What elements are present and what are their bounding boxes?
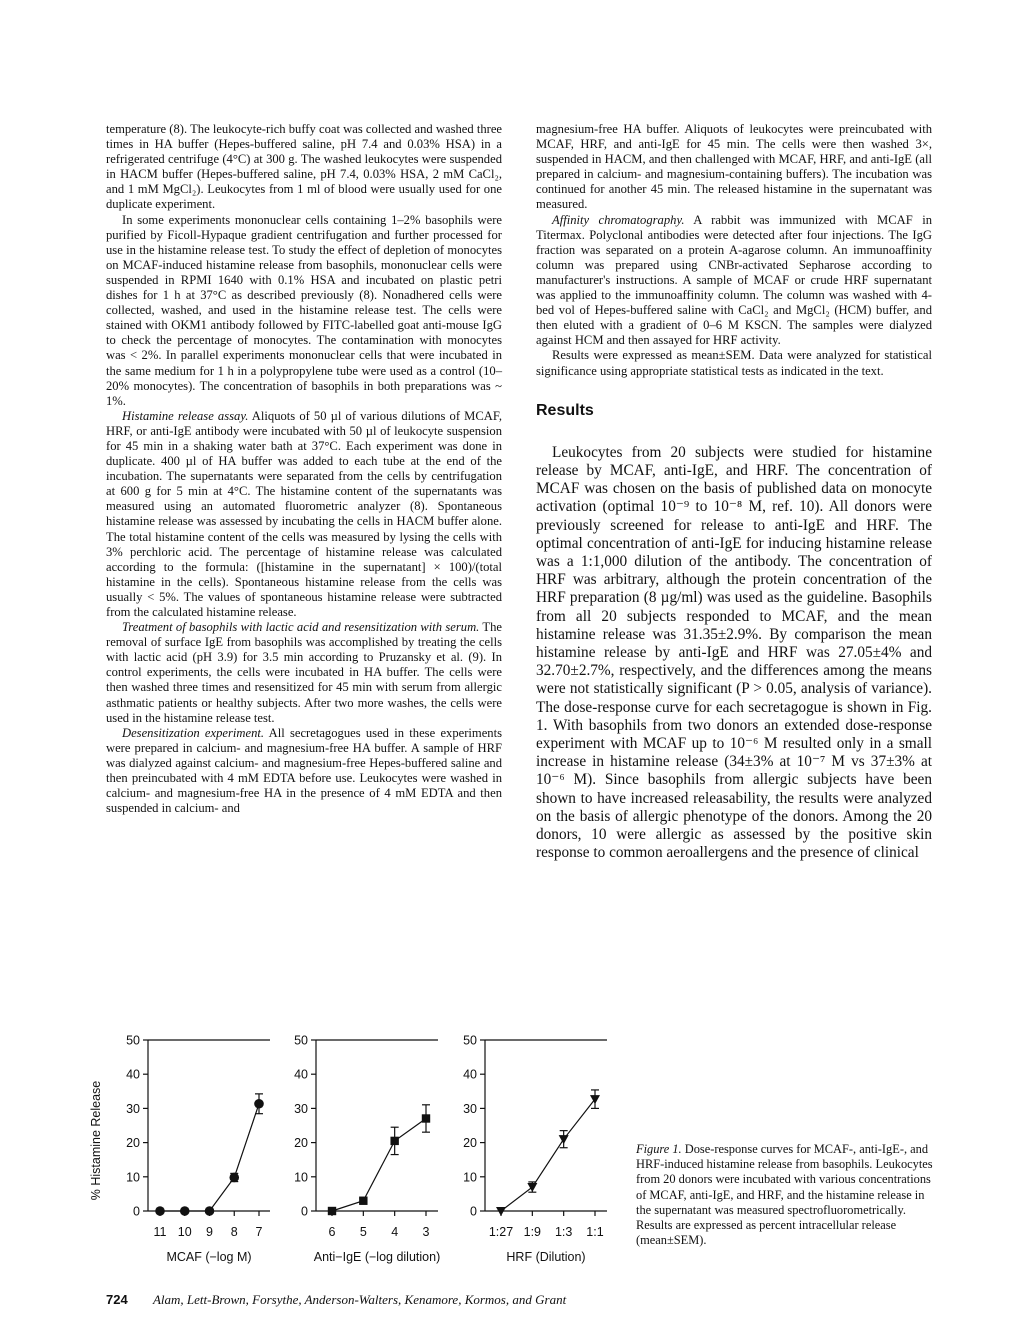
paragraph: magnesium-free HA buffer. Aliquots of leukocytes were preincubated with MCAF, HRF, and anti-IgE for 45 min. The cells were then washed 3×, suspended in HACM, and then challenged with MCAF, HRF, and anti-IgE (all prepared in calcium- and magnesium-containing buffers). The incubation was continued for another 45 min. The released histamine in the supernatant was measured. bbox=[536, 122, 932, 212]
x-axis-label: HRF (Dilution) bbox=[506, 1250, 586, 1264]
y-tick-label: 10 bbox=[294, 1170, 308, 1185]
paragraph bbox=[106, 620, 502, 726]
data-point bbox=[422, 1114, 430, 1122]
paragraph: In some experiments mononuclear cells containing 1–2% basophils were purified by Ficoll-Hypaque gradient centrifugation and further processed for use in the histamine release test. To study the effect of depletion of monocytes on MCAF-induced histamine release from basophils, mononuclear cells were suspended in RPMI 1640 with 0.1% HSA and incubated on plastic petri dishes for 1 h at 37°C as described previously (8). Nonadhered cells were collected, washed, and used in the histamine release test. The cells were stained with OKM1 antibody followed by FITC-labelled goat anti-mouse IgG to check the percentage of monocytes. The contamination with monocytes was < 2%. In parallel experiments mononuclear cells that were incubated in the same medium for 1 h in a polypropylene tube were used as a control (10–20% monocytes). The concentration of basophils in both preparations was ~ 1%. bbox=[106, 212, 502, 408]
y-tick-label: 30 bbox=[463, 1101, 477, 1116]
y-tick-label: 20 bbox=[126, 1136, 140, 1151]
paragraph-body: The removal of surface IgE from basophils was accomplished by treating the cells with lactic acid (pH 3.9) for 3.5 min according to Pruzansky et al. (9). In control experiments, the cells were incubated in HA buffer. The cells were then washed three times and resensitized for 45 min with serum from allergic asthmatic patients or healthy subjects. After two more washes, the cells were used in the histamine release test. bbox=[106, 620, 502, 725]
paragraph-lead: Affinity chromatography. bbox=[552, 212, 685, 227]
results-paragraph: Leukocytes from 20 subjects were studied for histamine release by MCAF, anti-IgE, and HRF. The concentration of MCAF was chosen on the basis of published data on monocyte activation (optimal 10⁻⁹ to 10⁻⁸ M, ref. 10). All donors were previously screened for release to anti-IgE and HRF. The optimal concentration of anti-IgE for inducing histamine release was a 1:1,000 dilution of the antibody. The concentration of HRF was arbitrary, although the protein concentration of the HRF preparation (8 µg/ml) was used as the guideline. Basophils from all 20 subjects responded to MCAF, and the mean histamine release was 31.35±2.9%. By comparison the mean histamine release by anti-IgE and HRF was 27.05±4% and 32.70±2.7%, respectively, and the differences among the means were not statistically significant (P > 0.05, analysis of variance). The dose-response curve for each secretagogue is shown in Fig. 1. With basophils from two donors an extended dose-response experiment with MCAF up to 10⁻⁶ M resulted only in a small increase in histamine release (34±3% at 10⁻⁷ M vs 37±3% at 10⁻⁶ M). Since basophils from allergic subjects have been shown to have increased releasability, the results were analyzed on the basis of allergic phenotype of the donors. Among the 20 donors, 10 were allergic as assessed by the positive skin response to common aeroallergens and the presence of clinical bbox=[536, 443, 932, 862]
x-axis-label: Anti−IgE (−log dilution) bbox=[313, 1250, 441, 1264]
paragraph-body: Aliquots of 50 µl of various dilutions of MCAF, HRF, or anti-IgE antibody were incubated with 50 µl of leukocyte suspension for 45 min in a shaking water bath at 37°C. Each experiment was done in duplicate. 400 µl of HA buffer was added to each tube at the end of the incubation. The supernatants were separated from the cells by centrifugation at 600 g for 5 min at 4°C. The histamine content of the supernatants was measured using an automated fluorometric analyzer (8). Spontaneous histamine release was assessed by incubating the cells in HACM buffer alone. The total histamine content of the cells was measured by lysing the cells with 3% perchloric acid. The percentage of histamine release was calculated according to the formula: ([histamine in the supernatant] × 100)/(total histamine in the cells). Spontaneous histamine release from the cells was usually < 5%. The values of spontaneous histamine release were subtracted from the calculated histamine release. bbox=[106, 408, 503, 619]
x-tick-label: 1:3 bbox=[554, 1225, 573, 1239]
paragraph: Results were expressed as mean±SEM. Data were analyzed for statistical significance using appropriate statistical tests as indicated in the text. bbox=[536, 348, 932, 378]
data-point bbox=[155, 1206, 165, 1216]
y-tick-label: 0 bbox=[133, 1204, 140, 1219]
x-tick-label: 1:27 bbox=[488, 1225, 514, 1239]
y-tick-label: 30 bbox=[294, 1101, 308, 1116]
y-tick-label: 10 bbox=[463, 1170, 477, 1185]
figure bbox=[88, 1018, 668, 1280]
paragraph-lead: Histamine release assay. bbox=[122, 408, 249, 423]
x-tick-label: 11 bbox=[153, 1225, 167, 1239]
running-authors: Alam, Lett-Brown, Forsythe, Anderson-Walters, Kenamore, Kormos, and Grant bbox=[152, 1292, 567, 1307]
y-tick-label: 40 bbox=[126, 1067, 140, 1082]
x-tick-label: 5 bbox=[359, 1225, 367, 1239]
y-tick-label: 20 bbox=[294, 1136, 308, 1151]
series-line bbox=[332, 1118, 426, 1211]
x-tick-label: 1:9 bbox=[523, 1225, 542, 1239]
paragraph-lead: Desensitization experiment. bbox=[122, 725, 265, 740]
caption-label: Figure 1. bbox=[636, 1142, 682, 1156]
data-point bbox=[390, 1137, 398, 1145]
paragraph-lead: Treatment of basophils with lactic acid and resensitization with serum. bbox=[122, 620, 480, 635]
data-point bbox=[527, 1183, 537, 1192]
data-point bbox=[328, 1207, 336, 1215]
paragraph: temperature (8). The leukocyte-rich buffy coat was collected and washed three times in HA buffer (Hepes-buffered saline, pH 7.4 and 0.03% HSA) in a refrigerated centrifuge (4°C) at 300 g. The washed leukocytes were suspended in HACM buffer (Hepes-buffered saline, pH 7.4, 0.03% HSA, 2 mM CaCl₂, and 1 mM MgCl₂). Leukocytes from 1 ml of blood were usually used for one duplicate experiment. bbox=[106, 122, 502, 212]
y-tick-label: 10 bbox=[126, 1170, 140, 1185]
paragraph bbox=[106, 409, 502, 620]
series-line bbox=[160, 1104, 259, 1211]
x-tick-label: 3 bbox=[422, 1225, 430, 1239]
data-point bbox=[559, 1135, 569, 1144]
y-tick-label: 50 bbox=[126, 1033, 140, 1048]
x-tick-label: 9 bbox=[206, 1225, 213, 1239]
x-tick-label: 4 bbox=[391, 1225, 399, 1239]
section-heading: Results bbox=[536, 401, 594, 419]
y-tick-label: 30 bbox=[126, 1101, 140, 1116]
page-footer bbox=[106, 1292, 566, 1308]
data-point bbox=[180, 1206, 190, 1216]
data-point bbox=[254, 1099, 264, 1109]
y-tick-label: 50 bbox=[463, 1033, 477, 1048]
x-axis-label: MCAF (−log M) bbox=[166, 1250, 252, 1264]
paragraph-body: All secretagogues used in these experiments were prepared in calcium- and magnesium-free HA buffer. A sample of HRF was dialyzed against calcium- and magnesium-free Hepes-buffered saline and then preincubated with 4 mM EDTA before use. Leukocytes were washed in calcium- and magnesium-free HA in the presence of 4 mM EDTA and then suspended in calcium- and bbox=[106, 725, 502, 816]
y-tick-label: 50 bbox=[294, 1033, 308, 1048]
x-tick-label: 6 bbox=[328, 1225, 336, 1239]
y-tick-label: 40 bbox=[463, 1067, 477, 1082]
x-tick-label: 7 bbox=[255, 1225, 263, 1239]
series-line bbox=[501, 1099, 595, 1211]
caption-text: Dose-response curves for MCAF-, anti-IgE-, and HRF-induced histamine release from basophils. Leukocytes from 20 donors were incubated with various concentrations of MCAF, anti-IgE, and HRF, and the histamine release in the supernatant was measured spectrofluorometrically. Results are expressed as percent intracellular release (mean±SEM). bbox=[636, 1142, 933, 1248]
left-column bbox=[106, 122, 502, 816]
figure-caption bbox=[636, 1142, 936, 1248]
data-point bbox=[205, 1206, 215, 1216]
y-tick-label: 40 bbox=[294, 1067, 308, 1082]
x-tick-label: 8 bbox=[230, 1225, 238, 1239]
paragraph bbox=[106, 726, 502, 817]
y-tick-label: 20 bbox=[463, 1136, 477, 1151]
y-tick-label: 0 bbox=[470, 1204, 477, 1219]
x-tick-label: 1:1 bbox=[586, 1225, 604, 1239]
y-axis-label: % Histamine Release bbox=[89, 1080, 103, 1201]
y-tick-label: 0 bbox=[301, 1204, 308, 1219]
page-number: 724 bbox=[106, 1292, 128, 1307]
data-point bbox=[229, 1173, 239, 1183]
paragraph bbox=[536, 213, 932, 349]
figure-1-charts bbox=[88, 1018, 668, 1280]
right-column bbox=[536, 122, 932, 862]
x-tick-label: 10 bbox=[177, 1225, 192, 1239]
data-point bbox=[359, 1197, 367, 1205]
paragraph-body: A rabbit was immunized with MCAF in Titermax. Polyclonal antibodies were detected after four injections. The IgG fraction was separated on a protein A-agarose column. An immunoaffinity column was prepared using CNBr-activated Sepharose according to manufacturer's instructions. A sample of MCAF or crude HRF supernatant was applied to the immunoaffinity column. The column was washed with 4-bed vol of Hepes-buffered saline with CaCl₂ and MgCl₂ (HCM) buffer, and then eluted with a gradient of 0–6 M KSCN. The samples were dialyzed against HCM and then assayed for HRF activity. bbox=[536, 212, 932, 348]
